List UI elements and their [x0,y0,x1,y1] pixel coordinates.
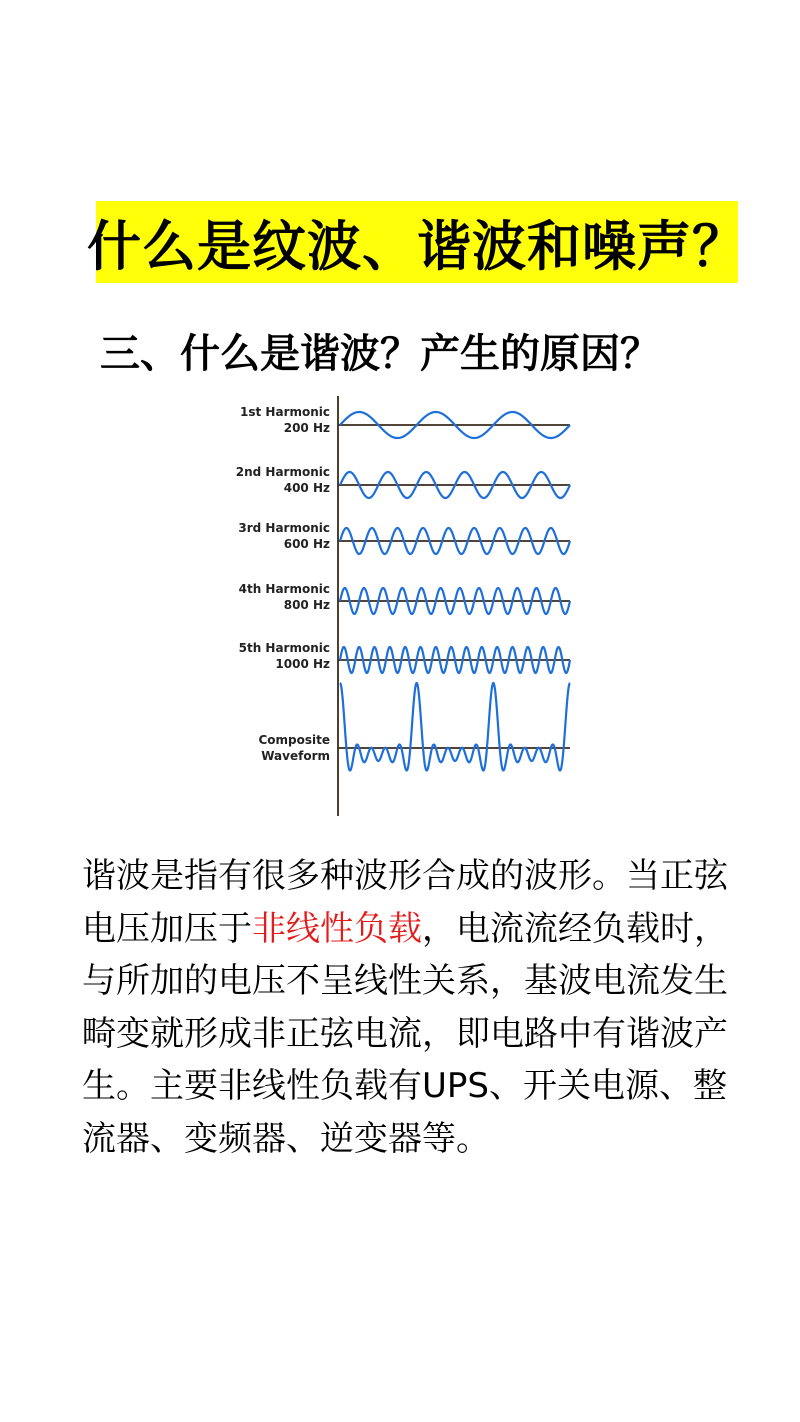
harmonic-freq-2: 400 Hz [283,481,330,495]
harmonic-freq-1: 200 Hz [283,421,330,435]
harmonics-figure [230,390,580,820]
body-text-part1: 谐波是指有很多种波形合成的波形。当正弦电压加压于 [82,856,728,949]
composite-label-line2: Waveform [261,749,330,763]
page-title: 什么是纹波、谐波和噪声？ [87,214,747,278]
harmonics-svg [230,390,580,820]
harmonic-row-1 [240,405,570,438]
harmonic-name-5: 5th Harmonic [238,641,330,655]
composite-wave [340,683,570,770]
section-subtitle: 三、什么是谐波？产生的原因？ [100,331,660,377]
harmonic-row-2 [236,465,570,498]
body-paragraph [82,850,732,1165]
title-banner [87,201,747,283]
harmonic-freq-4: 800 Hz [283,598,330,612]
harmonic-name-3: 3rd Harmonic [238,521,330,535]
composite-label-line1: Composite [258,733,330,747]
harmonic-name-2: 2nd Harmonic [235,465,330,479]
harmonic-row-5 [239,641,570,673]
body-highlight-nonlinear-load: 非线性负载 [252,908,422,949]
harmonic-row-4 [239,582,570,614]
body-text-part2: ，电流流经负载时，与所加的电压不呈线性关系，基波电流发生畸变就形成非正弦电流，即电路中有谐波产生。主要非线性负载有UPS、开关电源、整流器、变频器、逆变器等。 [82,908,728,1159]
harmonic-row-3 [238,521,570,554]
composite-row [258,683,570,770]
harmonic-name-4: 4th Harmonic [238,582,330,596]
harmonic-name-1: 1st Harmonic [240,405,330,419]
harmonic-freq-3: 600 Hz [283,537,330,551]
harmonic-freq-5: 1000 Hz [275,657,330,671]
